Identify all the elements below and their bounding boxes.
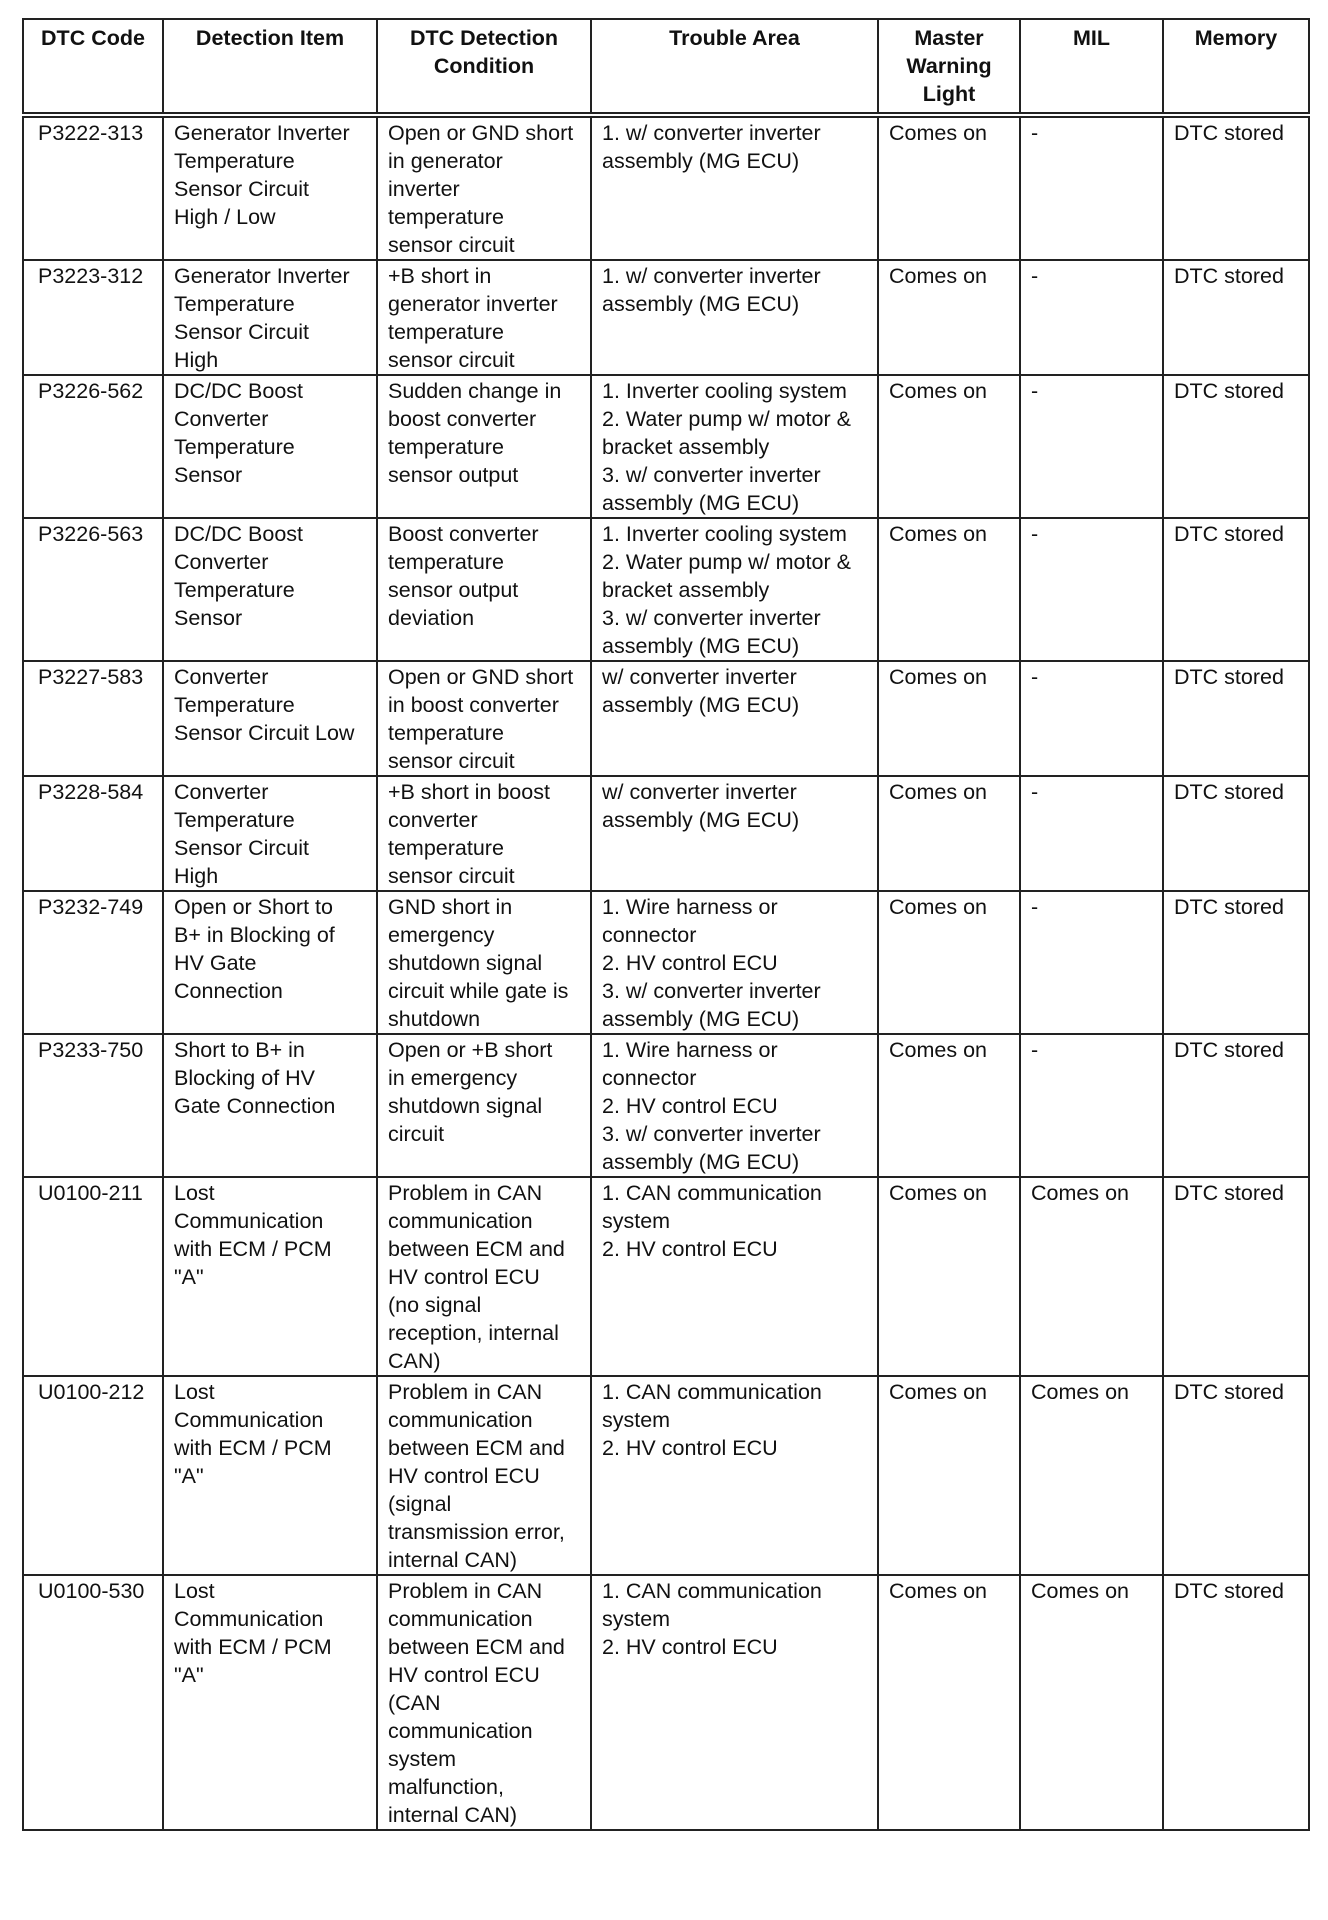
- cell-line: +B short in: [388, 264, 492, 288]
- cell-line: Sensor: [174, 606, 243, 630]
- cell-line: between ECM and: [388, 1237, 565, 1261]
- memory-cell: DTC stored: [1163, 1376, 1309, 1575]
- mil-cell: Comes on: [1020, 1376, 1163, 1575]
- cell-line: emergency: [388, 923, 495, 947]
- cell-line: 3. w/ converter inverter: [602, 606, 821, 630]
- cell-line: Temperature: [174, 578, 295, 602]
- cell-line: 3. w/ converter inverter: [602, 1122, 821, 1146]
- cell-line: (no signal: [388, 1293, 482, 1317]
- cell-line: Communication: [174, 1209, 324, 1233]
- cell-line: shutdown signal: [388, 951, 543, 975]
- master-warning-cell: Comes on: [878, 1034, 1020, 1177]
- cell-line: Temperature: [174, 149, 295, 173]
- cell-line: Converter: [174, 550, 269, 574]
- master-warning-cell: Comes on: [878, 661, 1020, 776]
- cell-line: 1. Wire harness or: [602, 895, 778, 919]
- memory-cell: DTC stored: [1163, 1034, 1309, 1177]
- cell-line: Lost: [174, 1579, 215, 1603]
- memory-cell: DTC stored: [1163, 518, 1309, 661]
- detection-item-cell: [163, 1575, 377, 1830]
- cell-line: with ECM / PCM: [174, 1635, 332, 1659]
- cell-line: Boost converter: [388, 522, 539, 546]
- header-mil: MIL: [1020, 19, 1163, 115]
- cell-line: assembly (MG ECU): [602, 149, 800, 173]
- cell-line: connector: [602, 923, 697, 947]
- memory-cell: DTC stored: [1163, 1575, 1309, 1830]
- detection-condition-cell: [377, 1376, 591, 1575]
- dtc-code-cell: P3228-584: [23, 776, 163, 891]
- master-warning-cell: Comes on: [878, 776, 1020, 891]
- cell-line: system: [388, 1747, 457, 1771]
- cell-line: Generator Inverter: [174, 264, 350, 288]
- cell-line: +B short in boost: [388, 780, 550, 804]
- cell-line: HV control ECU: [388, 1265, 540, 1289]
- trouble-area-cell: [591, 1575, 878, 1830]
- cell-line: communication: [388, 1607, 533, 1631]
- mil-cell: -: [1020, 1034, 1163, 1177]
- trouble-area-cell: [591, 661, 878, 776]
- memory-cell: DTC stored: [1163, 375, 1309, 518]
- cell-line: Gate Connection: [174, 1094, 336, 1118]
- header-dtc-code: DTC Code: [23, 19, 163, 115]
- cell-line: High: [174, 864, 219, 888]
- mil-cell: -: [1020, 375, 1163, 518]
- cell-line: HV control ECU: [388, 1464, 540, 1488]
- detection-item-cell: [163, 518, 377, 661]
- cell-line: DC/DC Boost: [174, 379, 304, 403]
- cell-line: HV Gate: [174, 951, 257, 975]
- cell-line: circuit: [388, 1122, 445, 1146]
- cell-line: Open or Short to: [174, 895, 333, 919]
- cell-line: boost converter: [388, 407, 537, 431]
- dtc-code-cell: P3233-750: [23, 1034, 163, 1177]
- cell-line: circuit while gate is: [388, 979, 569, 1003]
- trouble-area-cell: [591, 776, 878, 891]
- detection-item-cell: [163, 776, 377, 891]
- cell-line: Sensor Circuit: [174, 836, 310, 860]
- detection-condition-cell: [377, 776, 591, 891]
- detection-condition-cell: [377, 115, 591, 260]
- cell-line: Temperature: [174, 292, 295, 316]
- cell-line: assembly (MG ECU): [602, 634, 800, 658]
- cell-line: Warning: [906, 54, 992, 78]
- cell-line: Open or +B short: [388, 1038, 553, 1062]
- trouble-area-cell: [591, 1034, 878, 1177]
- detection-condition-cell: [377, 891, 591, 1034]
- cell-line: (signal: [388, 1492, 452, 1516]
- cell-line: "A": [174, 1663, 204, 1687]
- dtc-table: [22, 18, 1310, 1831]
- cell-line: 1. CAN communication: [602, 1380, 822, 1404]
- cell-line: in boost converter: [388, 693, 559, 717]
- detection-item-cell: [163, 661, 377, 776]
- cell-line: Communication: [174, 1408, 324, 1432]
- cell-line: assembly (MG ECU): [602, 1150, 800, 1174]
- cell-line: transmission error,: [388, 1520, 565, 1544]
- cell-line: 1. Inverter cooling system: [602, 379, 847, 403]
- cell-line: shutdown signal: [388, 1094, 543, 1118]
- master-warning-cell: Comes on: [878, 1177, 1020, 1376]
- dtc-code-cell: U0100-212: [23, 1376, 163, 1575]
- cell-line: internal CAN): [388, 1548, 518, 1572]
- cell-line: DTC Detection: [409, 26, 559, 50]
- cell-line: 2. Water pump w/ motor &: [602, 550, 851, 574]
- cell-line: Master: [914, 26, 984, 50]
- mil-cell: Comes on: [1020, 1575, 1163, 1830]
- master-warning-cell: Comes on: [878, 891, 1020, 1034]
- dtc-code-cell: U0100-211: [23, 1177, 163, 1376]
- cell-line: sensor output: [388, 578, 519, 602]
- cell-line: Lost: [174, 1181, 215, 1205]
- detection-item-cell: [163, 260, 377, 375]
- cell-line: HV control ECU: [388, 1663, 540, 1687]
- header-trouble-area: Trouble Area: [591, 19, 878, 115]
- cell-line: 3. w/ converter inverter: [602, 463, 821, 487]
- cell-line: sensor circuit: [388, 348, 515, 372]
- master-warning-cell: Comes on: [878, 1376, 1020, 1575]
- detection-item-cell: [163, 1177, 377, 1376]
- cell-line: communication: [388, 1719, 533, 1743]
- cell-line: sensor circuit: [388, 233, 515, 257]
- cell-line: inverter: [388, 177, 460, 201]
- detection-item-cell: [163, 1376, 377, 1575]
- cell-line: Sensor Circuit: [174, 177, 310, 201]
- cell-line: sensor circuit: [388, 749, 515, 773]
- cell-line: assembly (MG ECU): [602, 491, 800, 515]
- cell-line: Open or GND short: [388, 665, 574, 689]
- cell-line: B+ in Blocking of: [174, 923, 335, 947]
- detection-condition-cell: [377, 375, 591, 518]
- memory-cell: DTC stored: [1163, 1177, 1309, 1376]
- cell-line: 2. HV control ECU: [602, 1237, 778, 1261]
- trouble-area-cell: [591, 1177, 878, 1376]
- cell-line: communication: [388, 1408, 533, 1432]
- cell-line: sensor circuit: [388, 864, 515, 888]
- table-row: [23, 776, 1309, 891]
- cell-line: 1. w/ converter inverter: [602, 264, 821, 288]
- cell-line: High: [174, 348, 219, 372]
- header-memory: Memory: [1163, 19, 1309, 115]
- table-row: [23, 1177, 1309, 1376]
- cell-line: 1. Wire harness or: [602, 1038, 778, 1062]
- table-row: [23, 661, 1309, 776]
- detection-condition-cell: [377, 1177, 591, 1376]
- cell-line: DC/DC Boost: [174, 522, 304, 546]
- trouble-area-cell: [591, 260, 878, 375]
- master-warning-cell: Comes on: [878, 260, 1020, 375]
- detection-condition-cell: [377, 518, 591, 661]
- cell-line: High / Low: [174, 205, 276, 229]
- memory-cell: DTC stored: [1163, 260, 1309, 375]
- cell-line: Problem in CAN: [388, 1579, 543, 1603]
- cell-line: Problem in CAN: [388, 1181, 543, 1205]
- cell-line: 2. HV control ECU: [602, 1436, 778, 1460]
- cell-line: between ECM and: [388, 1635, 565, 1659]
- mil-cell: -: [1020, 260, 1163, 375]
- mil-cell: Comes on: [1020, 1177, 1163, 1376]
- master-warning-cell: Comes on: [878, 1575, 1020, 1830]
- cell-line: Communication: [174, 1607, 324, 1631]
- cell-line: 1. CAN communication: [602, 1579, 822, 1603]
- detection-condition-cell: [377, 260, 591, 375]
- cell-line: malfunction,: [388, 1775, 504, 1799]
- trouble-area-cell: [591, 115, 878, 260]
- dtc-code-cell: P3222-313: [23, 115, 163, 260]
- cell-line: bracket assembly: [602, 578, 770, 602]
- memory-cell: DTC stored: [1163, 776, 1309, 891]
- cell-line: Sensor: [174, 463, 243, 487]
- master-warning-cell: Comes on: [878, 375, 1020, 518]
- cell-line: temperature: [388, 320, 504, 344]
- cell-line: Connection: [174, 979, 283, 1003]
- mil-cell: -: [1020, 776, 1163, 891]
- cell-line: sensor output: [388, 463, 519, 487]
- cell-line: Generator Inverter: [174, 121, 350, 145]
- cell-line: Sensor Circuit Low: [174, 721, 355, 745]
- trouble-area-cell: [591, 1376, 878, 1575]
- cell-line: shutdown: [388, 1007, 481, 1031]
- dtc-code-cell: P3227-583: [23, 661, 163, 776]
- table-body: [23, 115, 1309, 1830]
- cell-line: 2. HV control ECU: [602, 1635, 778, 1659]
- cell-line: generator inverter: [388, 292, 558, 316]
- cell-line: 2. HV control ECU: [602, 1094, 778, 1118]
- cell-line: system: [602, 1408, 671, 1432]
- cell-line: "A": [174, 1265, 204, 1289]
- mil-cell: -: [1020, 115, 1163, 260]
- cell-line: Condition: [433, 54, 535, 78]
- trouble-area-cell: [591, 375, 878, 518]
- detection-condition-cell: [377, 1034, 591, 1177]
- dtc-code-cell: P3226-562: [23, 375, 163, 518]
- cell-line: reception, internal: [388, 1321, 559, 1345]
- cell-line: CAN): [388, 1349, 441, 1373]
- cell-line: w/ converter inverter: [602, 780, 797, 804]
- table-row: [23, 260, 1309, 375]
- trouble-area-cell: [591, 518, 878, 661]
- cell-line: temperature: [388, 550, 504, 574]
- dtc-code-cell: P3232-749: [23, 891, 163, 1034]
- detection-condition-cell: [377, 1575, 591, 1830]
- memory-cell: DTC stored: [1163, 891, 1309, 1034]
- detection-item-cell: [163, 115, 377, 260]
- trouble-area-cell: [591, 891, 878, 1034]
- cell-line: temperature: [388, 435, 504, 459]
- cell-line: Open or GND short: [388, 121, 574, 145]
- cell-line: GND short in: [388, 895, 513, 919]
- header-detection-item: Detection Item: [163, 19, 377, 115]
- table-row: [23, 891, 1309, 1034]
- master-warning-cell: Comes on: [878, 518, 1020, 661]
- cell-line: system: [602, 1607, 671, 1631]
- cell-line: "A": [174, 1464, 204, 1488]
- detection-item-cell: [163, 891, 377, 1034]
- cell-line: 2. HV control ECU: [602, 951, 778, 975]
- dtc-code-cell: U0100-530: [23, 1575, 163, 1830]
- table-row: [23, 375, 1309, 518]
- cell-line: 2. Water pump w/ motor &: [602, 407, 851, 431]
- cell-line: temperature: [388, 205, 504, 229]
- cell-line: temperature: [388, 836, 504, 860]
- cell-line: Lost: [174, 1380, 215, 1404]
- table-row: [23, 1575, 1309, 1830]
- header-detection-condition: [377, 19, 591, 115]
- cell-line: Converter: [174, 665, 269, 689]
- mil-cell: -: [1020, 661, 1163, 776]
- cell-line: Blocking of HV: [174, 1066, 316, 1090]
- cell-line: Temperature: [174, 693, 295, 717]
- cell-line: Sudden change in: [388, 379, 562, 403]
- header-master-warning-light: [878, 19, 1020, 115]
- dtc-code-cell: P3223-312: [23, 260, 163, 375]
- cell-line: w/ converter inverter: [602, 665, 797, 689]
- cell-line: converter: [388, 808, 478, 832]
- cell-line: assembly (MG ECU): [602, 808, 800, 832]
- cell-line: Short to B+ in: [174, 1038, 305, 1062]
- master-warning-cell: Comes on: [878, 115, 1020, 260]
- cell-line: in generator: [388, 149, 503, 173]
- table-row: [23, 115, 1309, 260]
- cell-line: internal CAN): [388, 1803, 518, 1827]
- dtc-code-cell: P3226-563: [23, 518, 163, 661]
- cell-line: Converter: [174, 780, 269, 804]
- cell-line: with ECM / PCM: [174, 1237, 332, 1261]
- cell-line: Light: [922, 82, 976, 106]
- mil-cell: -: [1020, 518, 1163, 661]
- mil-cell: -: [1020, 891, 1163, 1034]
- table-row: [23, 1376, 1309, 1575]
- table-row: [23, 1034, 1309, 1177]
- cell-line: assembly (MG ECU): [602, 1007, 800, 1031]
- cell-line: system: [602, 1209, 671, 1233]
- cell-line: communication: [388, 1209, 533, 1233]
- detection-condition-cell: [377, 661, 591, 776]
- table-header-row: [23, 19, 1309, 115]
- memory-cell: DTC stored: [1163, 661, 1309, 776]
- cell-line: Temperature: [174, 808, 295, 832]
- cell-line: Sensor Circuit: [174, 320, 310, 344]
- cell-line: Problem in CAN: [388, 1380, 543, 1404]
- cell-line: deviation: [388, 606, 475, 630]
- cell-line: temperature: [388, 721, 504, 745]
- cell-line: connector: [602, 1066, 697, 1090]
- cell-line: bracket assembly: [602, 435, 770, 459]
- cell-line: Temperature: [174, 435, 295, 459]
- detection-item-cell: [163, 375, 377, 518]
- cell-line: with ECM / PCM: [174, 1436, 332, 1460]
- cell-line: 1. w/ converter inverter: [602, 121, 821, 145]
- cell-line: 1. Inverter cooling system: [602, 522, 847, 546]
- cell-line: 3. w/ converter inverter: [602, 979, 821, 1003]
- memory-cell: DTC stored: [1163, 115, 1309, 260]
- cell-line: 1. CAN communication: [602, 1181, 822, 1205]
- cell-line: between ECM and: [388, 1436, 565, 1460]
- cell-line: Converter: [174, 407, 269, 431]
- table-row: [23, 518, 1309, 661]
- detection-item-cell: [163, 1034, 377, 1177]
- cell-line: assembly (MG ECU): [602, 693, 800, 717]
- cell-line: in emergency: [388, 1066, 518, 1090]
- cell-line: assembly (MG ECU): [602, 292, 800, 316]
- cell-line: (CAN: [388, 1691, 441, 1715]
